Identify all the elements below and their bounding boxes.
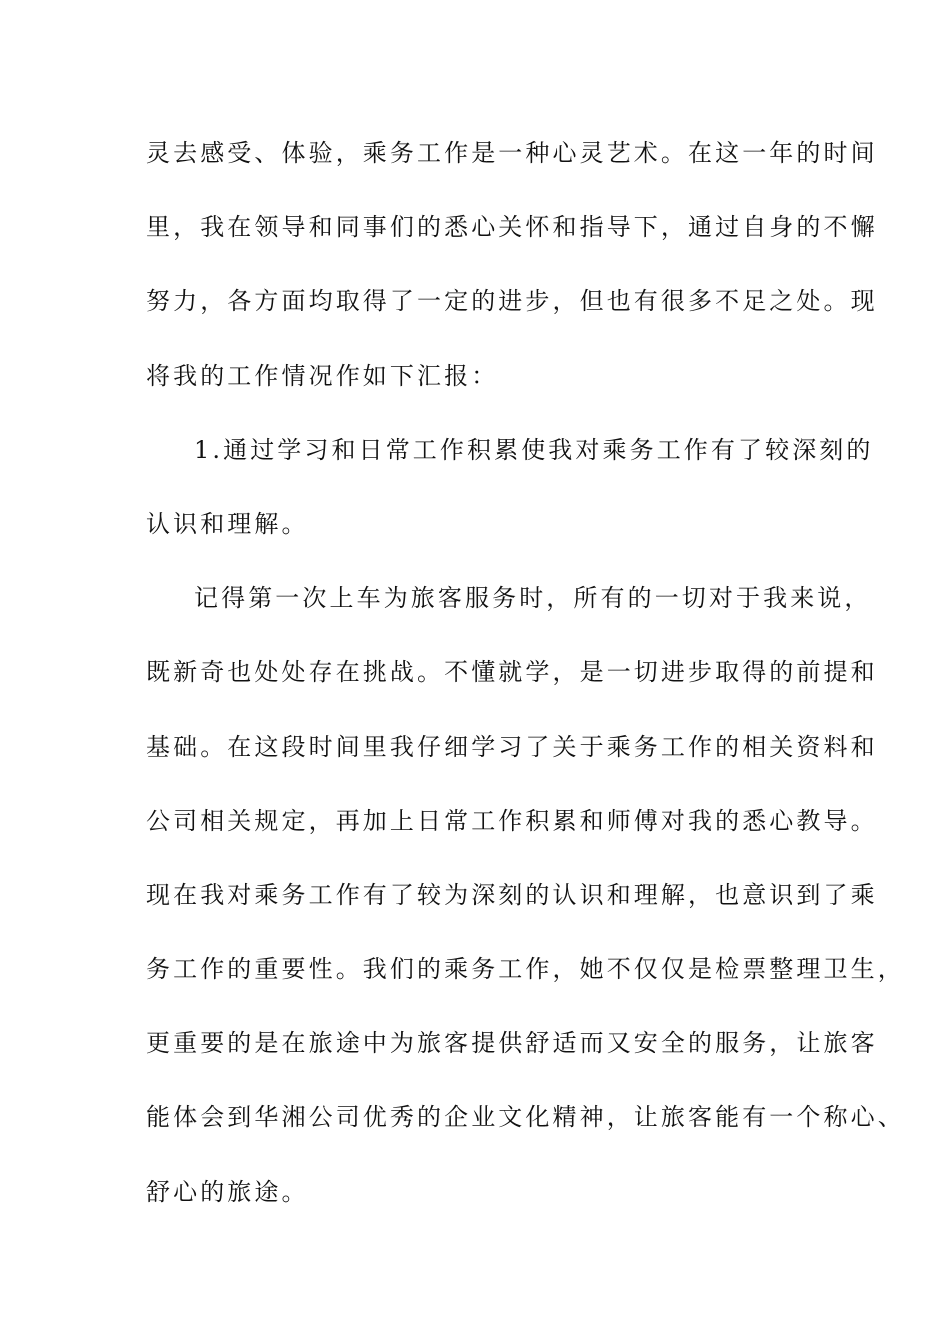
text-line-1: 灵去感受、体验，乘务工作是一种心灵艺术。在这一年的时间 [146, 139, 878, 167]
paragraph-line-1: 记得第一次上车为旅客服务时，所有的一切对于我来说， [194, 584, 872, 613]
paragraph-line-6: 务工作的重要性。我们的乘务工作，她不仅仅是检票整理卫生， [146, 955, 905, 984]
paragraph-line-9: 舒心的旅途。 [146, 1177, 309, 1206]
text-line-2: 里，我在领导和同事们的悉心关怀和指导下，通过自身的不懈 [146, 213, 878, 242]
paragraph-line-7: 更重要的是在旅途中为旅客提供舒适而又安全的服务，让旅客 [146, 1029, 878, 1058]
paragraph-line-3: 基础。在这段时间里我仔细学习了关于乘务工作的相关资料和 [146, 732, 878, 761]
numbered-heading-line-1: 1.通过学习和日常工作积累使我对乘务工作有了较深刻的 [194, 435, 874, 464]
paragraph-line-4: 公司相关规定，再加上日常工作积累和师傅对我的悉心教导。 [146, 806, 878, 835]
text-line-3: 努力，各方面均取得了一定的进步，但也有很多不足之处。现 [146, 287, 878, 316]
numbered-heading-line-2: 认识和理解。 [146, 509, 309, 538]
paragraph-line-5: 现在我对乘务工作有了较为深刻的认识和理解，也意识到了乘 [146, 880, 878, 909]
text-line-4: 将我的工作情况作如下汇报： [146, 361, 499, 390]
paragraph-line-8: 能体会到华湘公司优秀的企业文化精神，让旅客能有一个称心、 [146, 1103, 905, 1132]
body-text [146, 132, 905, 1245]
paragraph-line-2: 既新奇也处处存在挑战。不懂就学，是一切进步取得的前提和 [146, 658, 878, 687]
